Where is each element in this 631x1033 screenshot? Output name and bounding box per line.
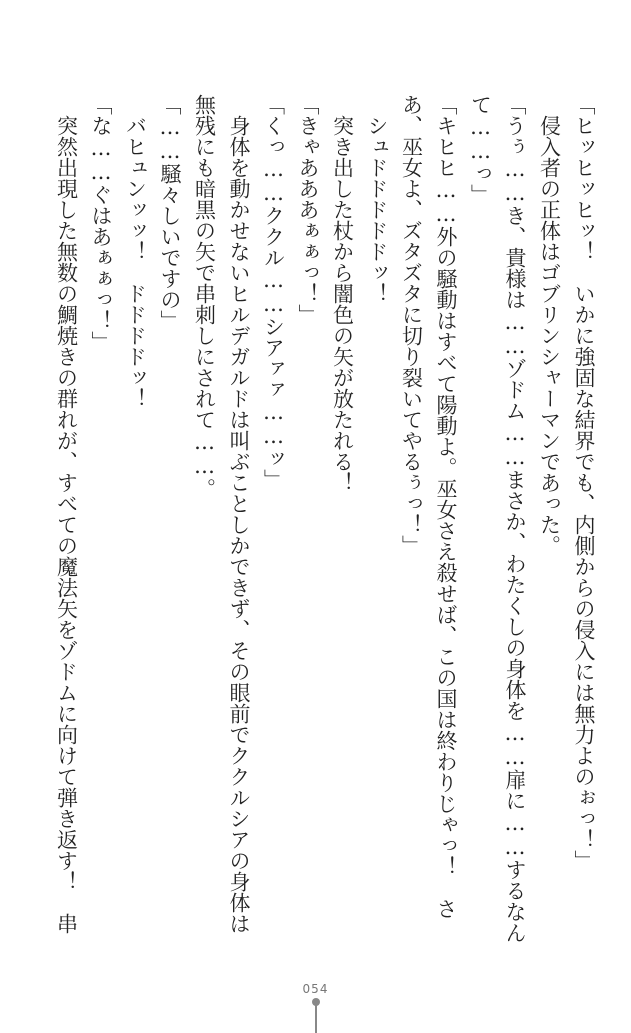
text-line: 「ヒッヒッヒッ！ いかに強固な結界でも、内側からの侵入には無力よのぉっ！」: [572, 94, 596, 871]
vertical-text-body: [49, 94, 601, 943]
page-number: 054: [302, 982, 329, 996]
text-line: 侵入者の正体はゴブリンシャーマンであった。: [537, 115, 562, 556]
page-number-rule: [315, 1004, 317, 1033]
text-line: バヒュンッッ！ ドドドドッ！: [123, 115, 148, 409]
text-line: 無残にも暗黒の矢で串刺しにされて……。: [192, 94, 217, 499]
text-line: 「くっ……ククル……シアァァ……ッ」: [261, 94, 286, 490]
text-line: 身体を動かせないヒルデガルドは叫ぶことしかできず、その眼前でククルシアの身体は: [227, 115, 251, 934]
text-line: 「キヒヒ……外の騒動はすべて陽動よ。巫女さえ殺せば、この国は終わりじゃっ！ さ: [434, 94, 458, 919]
text-line: 突然出現した無数の鯛焼きの群れが、すべての魔法矢をゾドムに向けて弾き返す！ 串: [54, 115, 79, 934]
text-line: 「……騒々しいですの」: [158, 94, 182, 331]
text-line: あ、巫女よ、ズタズタに切り裂いてやるぅっ！」: [399, 94, 424, 556]
text-line: 「うぅ……き、貴様は……ゾドム……まさか、わたくしの身体を……扉に……するなん: [503, 94, 527, 943]
text-line: シュドドドドドッ！: [365, 115, 389, 304]
text-line: て……っ」: [468, 94, 493, 205]
text-line: 「な……ぐはあぁぁっ！」: [89, 94, 113, 352]
text-line: 「きゃあああぁぁっ！」: [296, 94, 320, 325]
text-line: 突き出した杖から闇色の矢が放たれる！: [330, 115, 355, 493]
